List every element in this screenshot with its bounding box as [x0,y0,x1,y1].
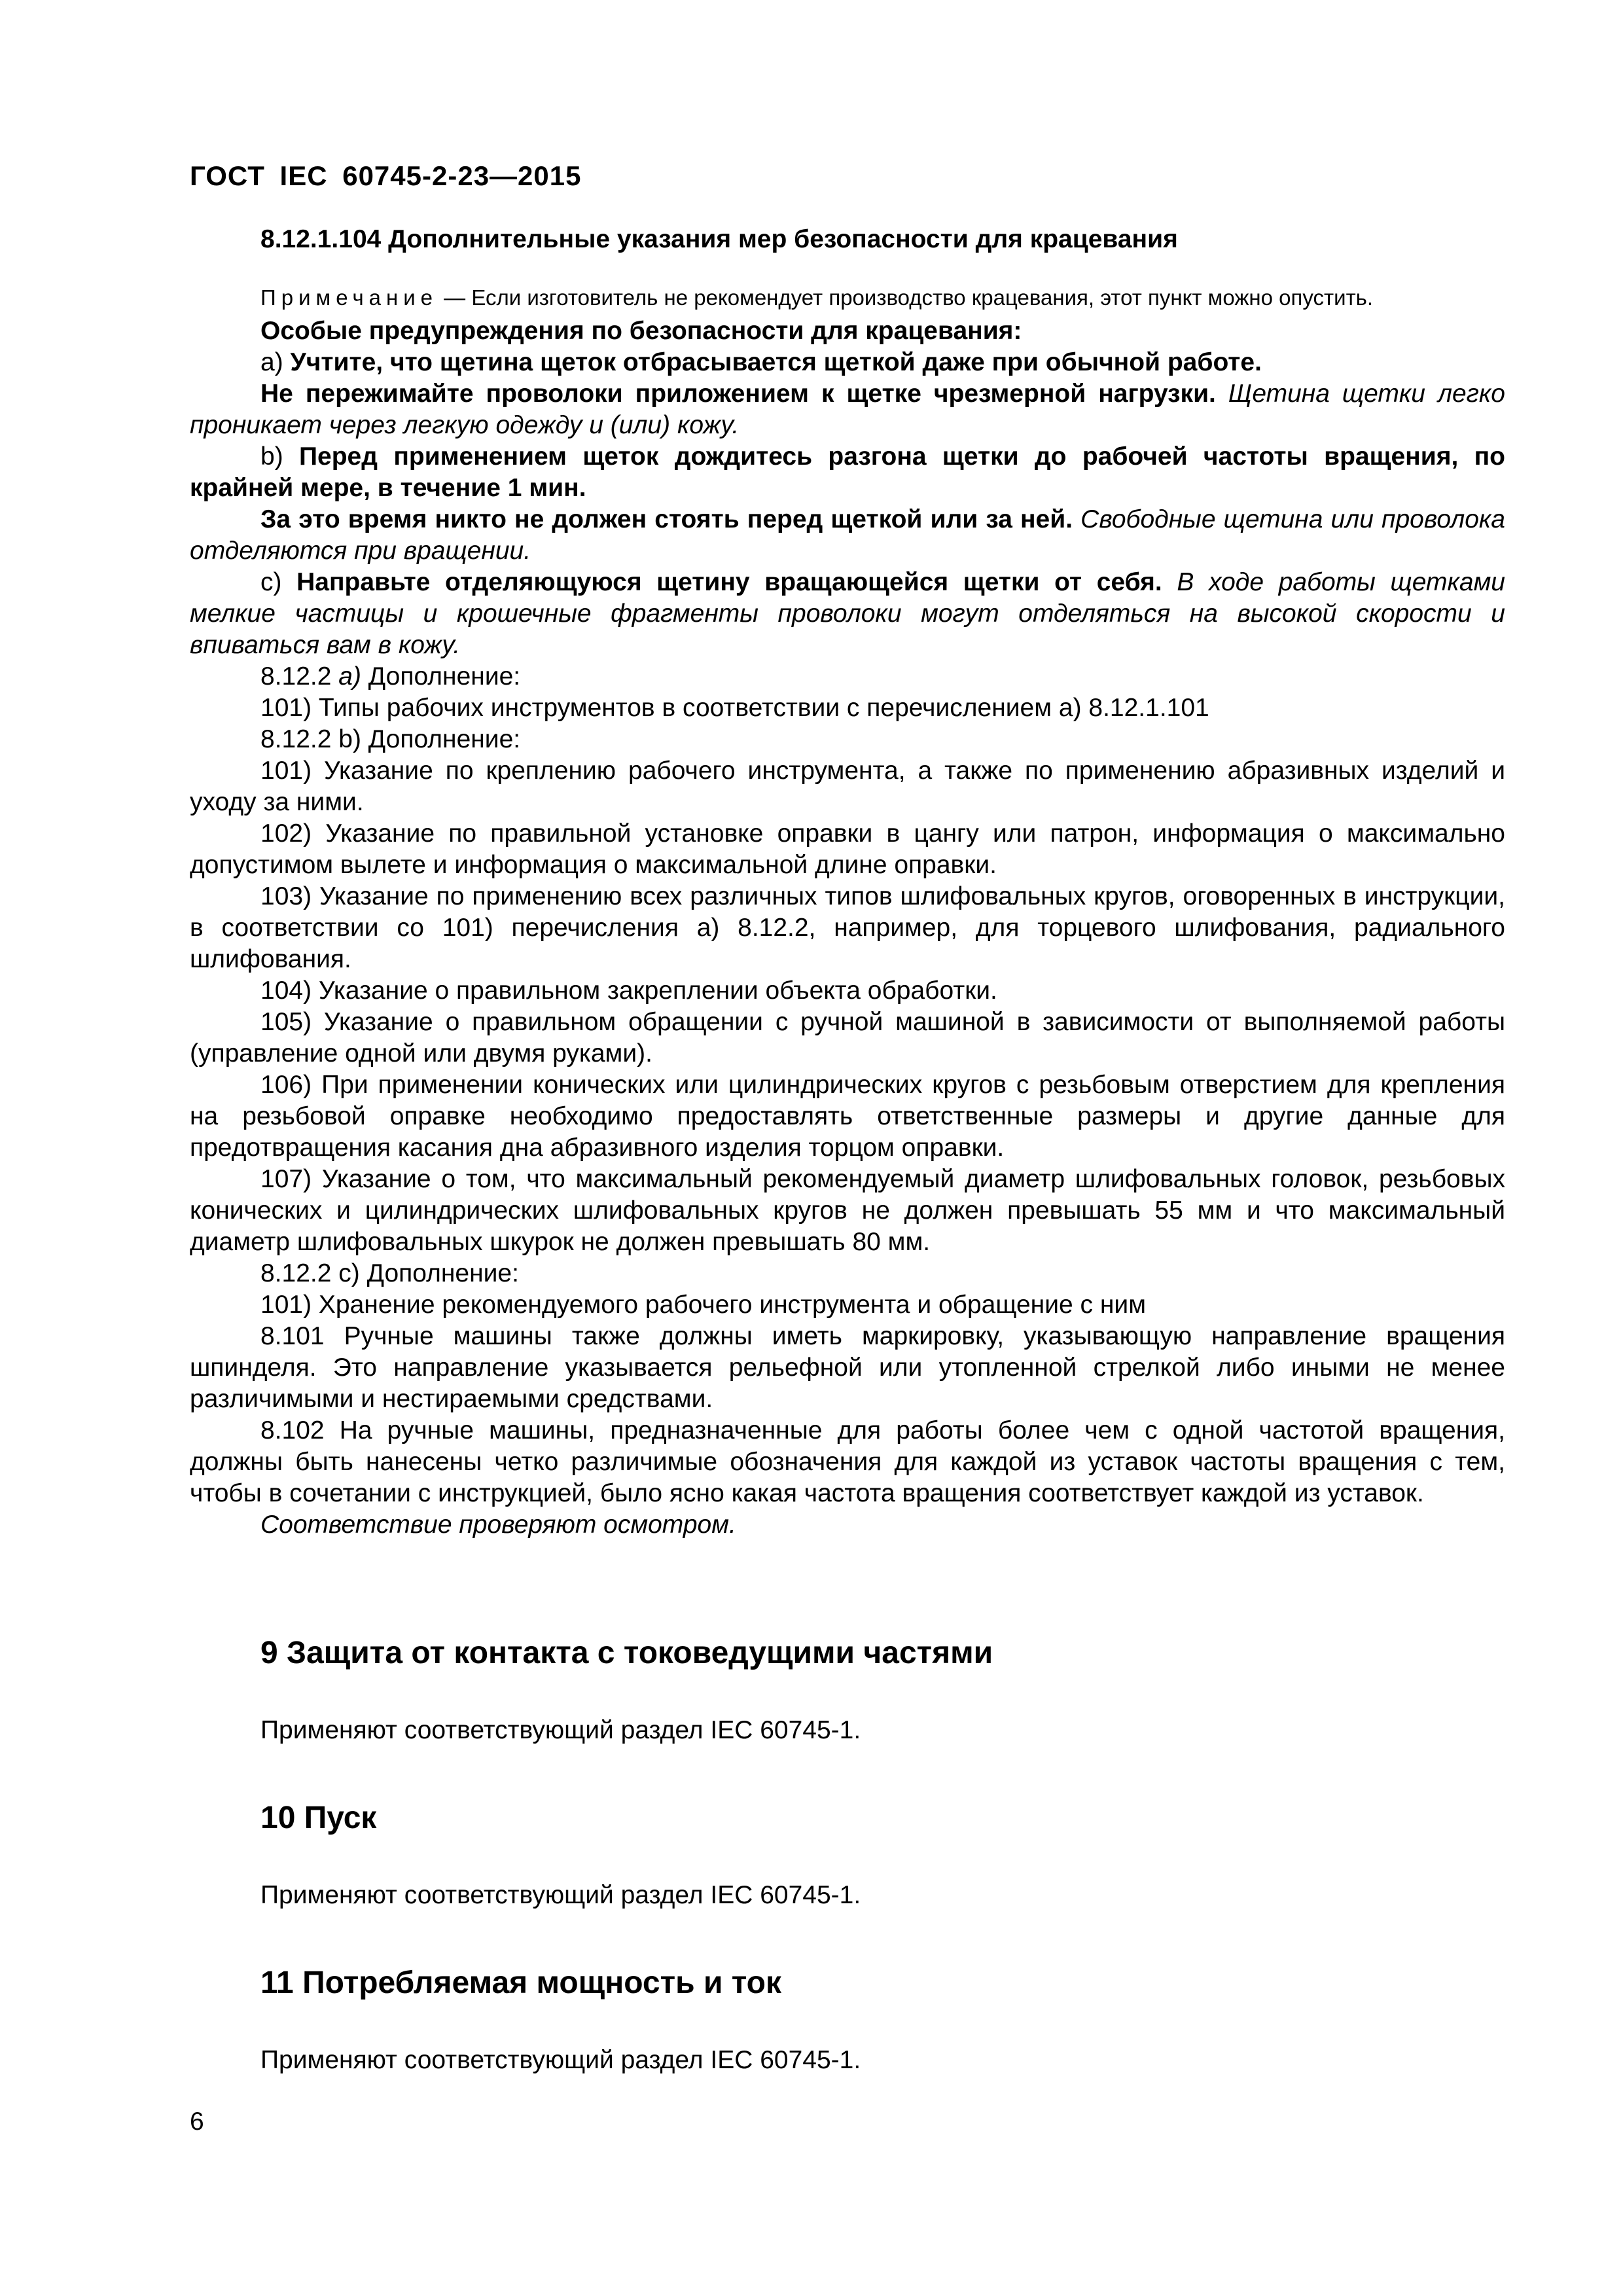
warning-c [190,567,1505,661]
warning-a2-italic: Щетина щетки легко проникает через легкую одежду и (или) кожу. [190,380,1505,439]
warning-a2 [190,378,1505,441]
warning-c-italic: В ходе работы щетками мелкие частицы и крошечные фрагменты проволоки могут отделяться на высокой скорости и впиваться вам в кожу. [190,568,1505,659]
warning-b [190,441,1505,504]
clause-8122c: 8.12.2 с) Дополнение: [260,1259,519,1287]
clause-8122a-letter: а) [338,662,361,691]
clause-8101: 8.101 Ручные машины также должны иметь маркировку, указывающую направление вращения шпинделя. Это направление указывается рельефной или утопленной стрелкой либо иными не менее различимыми и нестираемыми средствами. [190,1322,1505,1413]
section-11 [260,1964,1504,2076]
item-101a: 101) Типы рабочих инструментов в соответствии с перечислением а) 8.12.1.101 [260,694,1209,722]
note-label: Примечание [260,285,438,310]
item-101c: 101) Хранение рекомендуемого рабочего инструмента и обращение с ним [260,1291,1147,1319]
warning-c-bold: Направьте отделяющуюся щетину вращающейся щетки от себя. [296,568,1162,596]
section-text: Применяют соответствующий раздел IEC 60745-1. [260,1881,861,1909]
compliance-statement: Соответствие проверяют осмотром. [260,1511,736,1539]
warning-b2-bold: За это время никто не должен стоять перед щеткой или за ней. [260,505,1073,533]
section-9 [260,1634,1504,1746]
warning-b2-italic: Свободные щетина или проволока отделяются при вращении. [190,505,1505,565]
standard-header: ГОСТ IEC 60745-2-23—2015 [190,160,582,191]
warning-b2 [190,504,1505,567]
page-number: 6 [190,2108,204,2136]
section-10 [260,1799,1504,1911]
subsection-title: 8.12.1.104 Дополнительные указания мер безопасности для крацевания [260,225,1178,253]
item-105: 105) Указание о правильном обращении с ручной машиной в зависимости от выполняемой работы (управление одной или двумя руками). [190,1008,1505,1067]
item-106: 106) При применении конических или цилиндрических кругов с резьбовым отверстием для крепления на резьбовой оправке необходимо предоставлять ответственные размеры и другие данные для предотвращения касания дна абразивного изделия торцом оправки. [190,1071,1505,1162]
clause-8122a-number: 8.12.2 [260,662,339,691]
warning-c-prefix: с) [260,568,297,596]
section-title: 10 Пуск [260,1801,377,1835]
clause-8122b: 8.12.2 b) Дополнение: [260,725,521,753]
item-103: 103) Указание по применению всех различных типов шлифовальных кругов, оговоренных в инструкции, в соответствии со 101) перечисления а) 8.12.2, например, для торцевого шлифования, радиального шлифования. [190,882,1505,973]
clause-8122a-label: Дополнение: [361,662,521,691]
section-title: 11 Потребляемая мощность и ток [260,1965,782,2000]
warning-a2-bold: Не пережимайте проволоки приложением к щетке чрезмерной нагрузки. [260,380,1216,408]
warning-b-prefix: b) [260,442,300,471]
warning-a-bold: Учтите, что щетина щеток отбрасывается щеткой даже при обычной работе. [290,348,1262,376]
warning-a-prefix: а) [260,348,291,376]
clause-8102: 8.102 На ручные машины, предназначенные для работы более чем с одной частотой вращения, должны быть нанесены четко различимые обозначения для каждой из уставок частоты вращения с тем, чтобы в сочетании с инструкцией, было ясно какая частота вращения соответствует каждой из уставок. [190,1416,1505,1507]
section-text: Применяют соответствующий раздел IEC 60745-1. [260,1716,861,1744]
item-101b: 101) Указание по креплению рабочего инструмента, а также по применению абразивных изделий и уходу за ними. [190,757,1505,816]
note-text: — Если изготовитель не рекомендует производство крацевания, этот пункт можно опустить. [438,285,1374,310]
section-title: 9 Защита от контакта с токоведущими частями [260,1636,993,1670]
warning-b-bold: Перед применением щеток дождитесь разгона щетки до рабочей частоты вращения, по крайней мере, в течение 1 мин. [190,442,1506,502]
note-paragraph [190,283,1505,313]
special-warnings-heading: Особые предупреждения по безопасности для крацевания: [260,317,1022,345]
item-102: 102) Указание по правильной установке оправки в цангу или патрон, информация о максимально допустимом вылете и информация о максимальной длине оправки. [190,819,1505,879]
section-text: Применяют соответствующий раздел IEC 60745-1. [260,2046,861,2074]
document-page [190,0,1505,2296]
item-107: 107) Указание о том, что максимальный рекомендуемый диаметр шлифовальных головок, резьбовых конических и цилиндрических шлифовальных кругов не должен превышать 55 мм и что максимальный диаметр шлифовальных шкурок не должен превышать 80 мм. [190,1165,1505,1256]
main-content [190,224,1505,1541]
warning-a [190,347,1505,378]
item-104: 104) Указание о правильном закреплении объекта обработки. [260,977,997,1005]
clause-8122a [190,661,1505,692]
